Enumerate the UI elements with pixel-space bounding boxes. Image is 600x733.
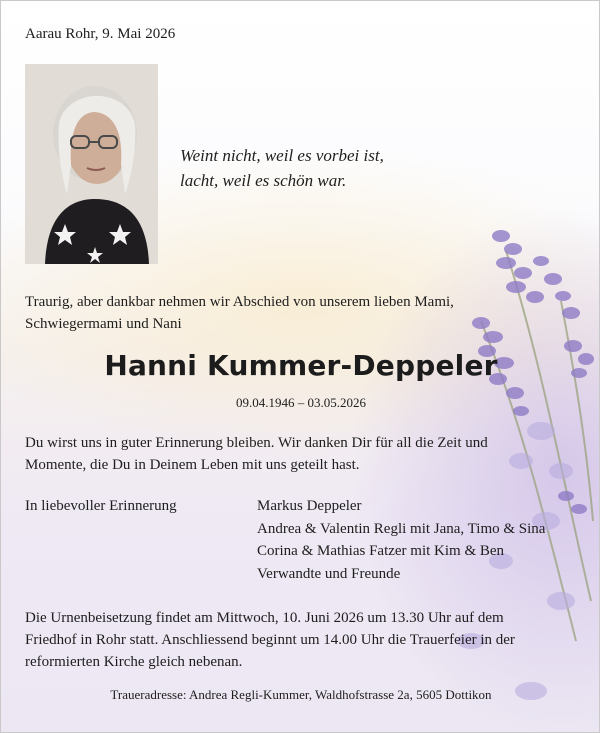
message-line-1: Du wirst uns in guter Erinnerung bleiben. Wir danken Dir für all die Zeit und: [25, 435, 488, 451]
life-dates: 09.04.1946 – 03.05.2026: [236, 395, 366, 410]
funeral-info: [25, 607, 585, 673]
funeral-line-2: Friedhof in Rohr statt. Anschliessend beginnt um 14.00 Uhr die Trauerfeier in der: [25, 632, 515, 648]
place-date: Aarau Rohr, 9. Mai 2026: [25, 26, 176, 42]
portrait-illustration: [25, 64, 158, 264]
portrait-photo: [25, 64, 158, 264]
mourners-label: In liebevoller Erinnerung: [25, 498, 177, 514]
mourning-address: Traueradresse: Andrea Regli-Kummer, Waldhofstrasse 2a, 5605 Dottikon: [110, 687, 492, 702]
mourner-item: Markus Deppeler: [257, 498, 362, 514]
mourner-item: Verwandte und Freunde: [257, 565, 401, 582]
quote: [180, 143, 384, 193]
mourner-item: Corina & Mathias Fatzer mit Kim & Ben: [257, 543, 505, 559]
mourner-item: Andrea & Valentin Regli mit Jana, Timo & Sina: [257, 520, 546, 537]
funeral-line-1: Die Urnenbeisetzung findet am Mittwoch, 10. Juni 2026 um 13.30 Uhr auf dem: [25, 610, 504, 626]
intro-line-1: Traurig, aber dankbar nehmen wir Abschied von unserem lieben Mami,: [25, 294, 454, 310]
mourners-list: [257, 495, 545, 585]
farewell-message: [25, 432, 565, 476]
quote-line-2: lacht, weil es schön war.: [180, 171, 347, 190]
deceased-name: Hanni Kummer-Deppeler: [104, 349, 498, 382]
message-line-2: Momente, die Du in Deinem Leben mit uns geteilt hast.: [25, 457, 360, 473]
quote-line-1: Weint nicht, weil es vorbei ist,: [180, 146, 384, 165]
intro-text: [25, 291, 545, 335]
funeral-line-3: reformierten Kirche gleich nebenan.: [25, 654, 243, 670]
intro-line-2: Schwiegermami und Nani: [25, 316, 182, 332]
